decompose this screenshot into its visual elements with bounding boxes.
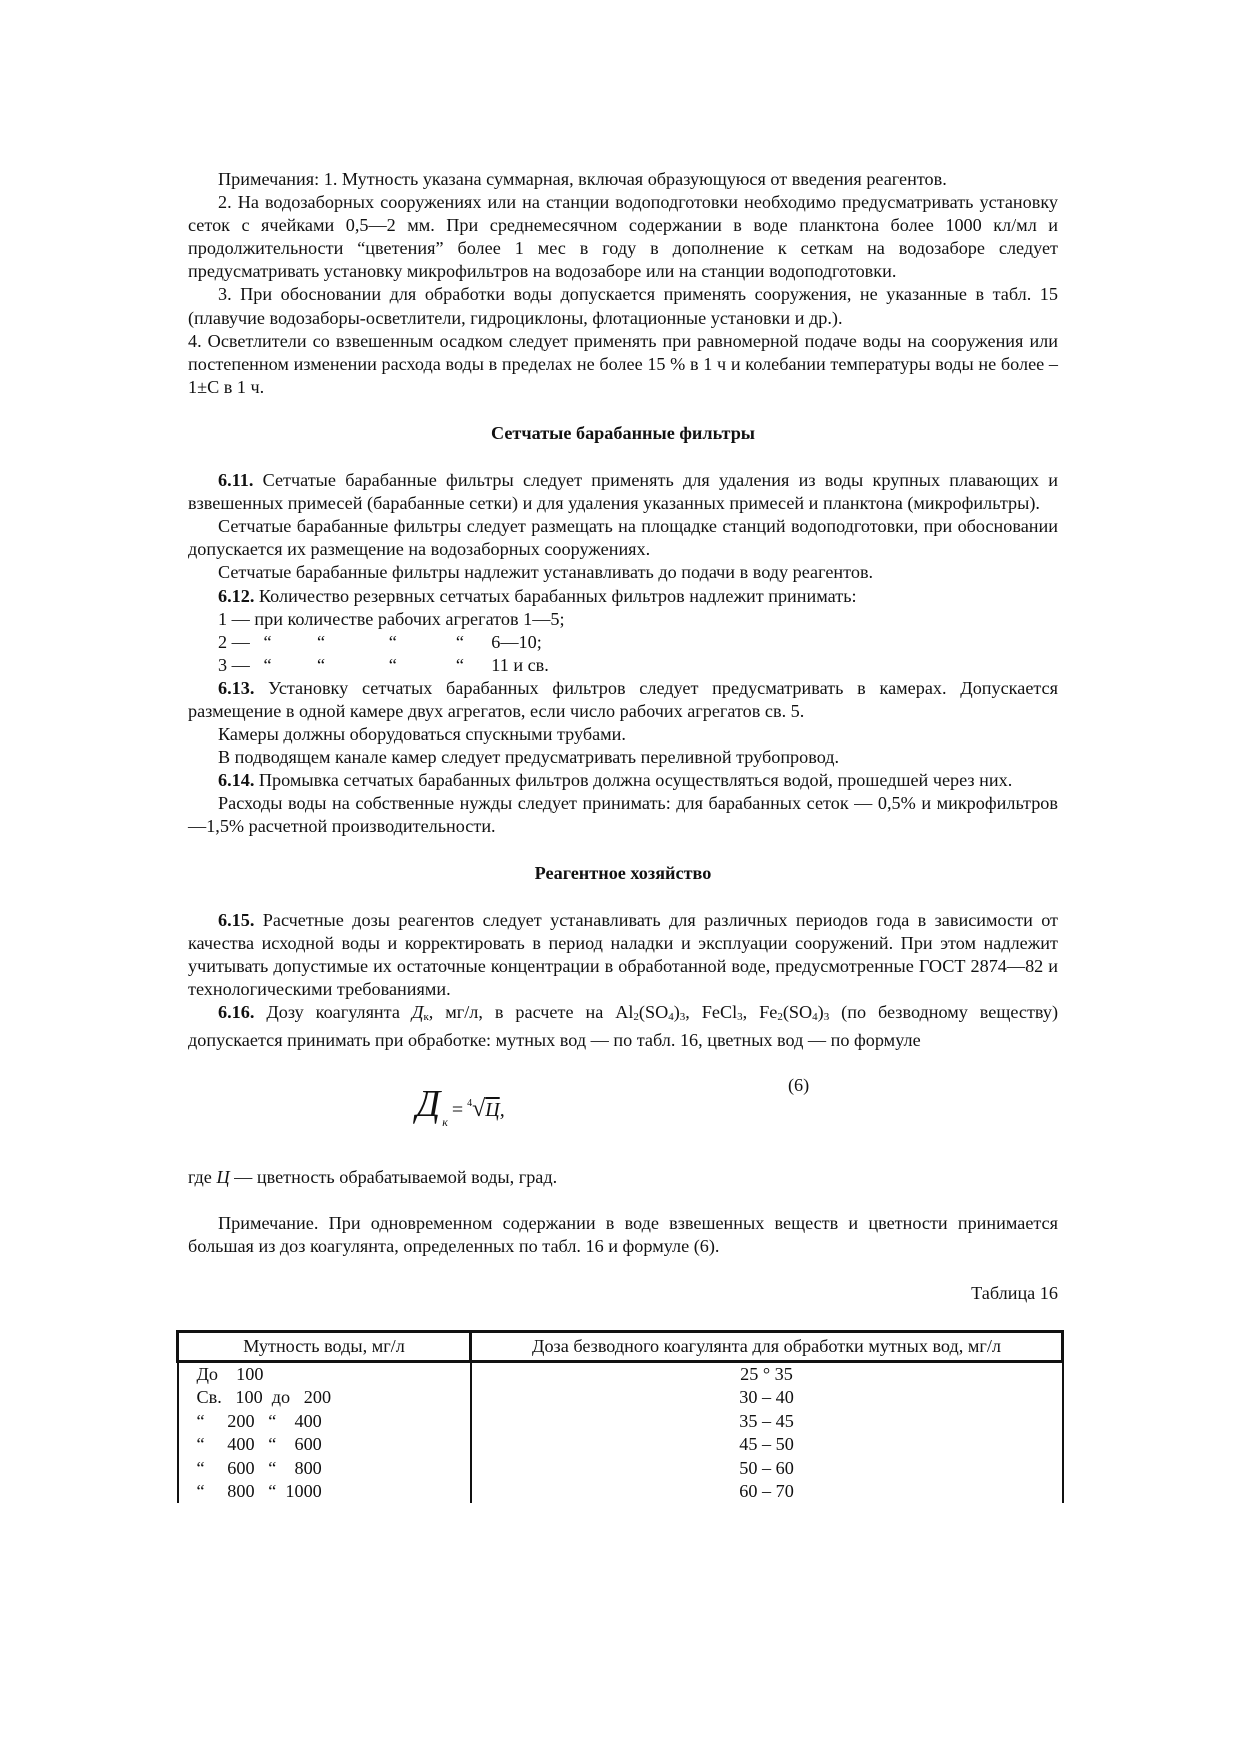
where-variable: Ц	[216, 1167, 230, 1188]
list-item: 2 — “ “ “ “ 6—10;	[218, 631, 542, 652]
document-page	[188, 168, 1058, 1503]
note-3: 3. При обосновании для обработки воды допускается применять сооружения, не указанные в табл. 15 (плавучие водозаборы-осветлители, гидроциклоны, флотационные установки и др.).	[188, 284, 1058, 328]
clause-text: Дозу коагулянта	[254, 1002, 412, 1022]
table-cell-turbidity: “ 400 “ 600	[178, 1433, 471, 1456]
dose-variable: Д	[411, 1002, 424, 1022]
paragraph-6-13-c: В подводящем канале камер следует предусматривать переливной трубопровод.	[218, 747, 840, 768]
column-header-dose: Доза безводного коагулянта для обработки мутных вод, мг/л	[471, 1331, 1063, 1361]
paragraph-6-16	[188, 1001, 1058, 1052]
where-text: где	[188, 1167, 217, 1188]
table-cell-dose: 25 ° 35	[471, 1361, 1063, 1386]
formula-text: )	[673, 1002, 680, 1022]
clause-text: Установку сетчатых барабанных фильтров следует предусматривать в камерах. Допускается размещение в одной камере двух агрегатов, если число рабочих агрегатов св. 5.	[188, 677, 1058, 721]
formula-tail: ,	[499, 1099, 505, 1122]
formula-number: (6)	[788, 1075, 810, 1096]
list-item: 1 — при количестве рабочих агрегатов 1—5;	[218, 608, 565, 629]
clause-number: 6.15.	[218, 909, 255, 930]
table-cell-dose: 35 ‒ 45	[471, 1410, 1063, 1433]
clause-number: 6.13.	[218, 677, 255, 698]
clause-number: 6.16.	[218, 1002, 255, 1022]
paragraph-6-11	[188, 469, 1058, 515]
note-4: 4. Осветлители со взвешенным осадком следует применять при равномерной подаче воды на сооружения или постепенном изменении расхода воды в пределах не более 15 % в 1 ч и колебании температуры воды не более ‒1±С в 1 ч.	[188, 330, 1058, 397]
formula-text: )	[817, 1002, 824, 1022]
paragraph-6-11-c: Сетчатые барабанные фильтры надлежит устанавливать до подачи в воду реагентов.	[218, 562, 874, 583]
formula-6	[188, 1074, 1058, 1166]
paragraph-6-13-b: Камеры должны оборудоваться спускными трубами.	[218, 724, 626, 745]
table-cell-dose: 45 ‒ 50	[471, 1433, 1063, 1456]
formula-text: , Fe	[742, 1002, 778, 1022]
clause-text: Расчетные дозы реагентов следует устанавливать для различных периодов года в зависимости от качества исходной воды и корректировать в период наладки и эксплуации сооружений. При этом надлежит учитывать допустимые их остаточные концентрации в обработанной воде, предусмотренные ГОСТ 2874—82 и технологическими требованиями.	[188, 909, 1058, 999]
table-caption: Таблица 16	[971, 1283, 1058, 1304]
clause-text: Сетчатые барабанные фильтры следует применять для удаления из воды крупных плавающих и взвешенных примесей (барабанные сетки) и для удаления указанных примесей и планктона (микрофильтры).	[188, 470, 1058, 514]
table-row	[178, 1386, 1063, 1409]
paragraph-6-11-b: Сетчатые барабанные фильтры следует размещать на площадке станций водоподготовки, при обосновании допускается их размещение на водозаборных сооружениях.	[188, 516, 1058, 560]
clause-number: 6.11.	[218, 470, 254, 491]
paragraph-6-13	[188, 677, 1058, 723]
formula-subscript: 2	[633, 1011, 639, 1023]
formula-subscript: 3	[737, 1011, 743, 1023]
formula-text: (SO	[782, 1002, 813, 1022]
list-item: 3 — “ “ “ “ 11 и св.	[218, 654, 549, 675]
clause-text: (по безводному веществу) допускается принимать при обработке: мутных вод — по табл. 16, цветных вод — по формуле	[188, 1002, 1059, 1051]
table-row	[178, 1480, 1063, 1503]
clause-text: , мг/л, в расчете на Al	[428, 1002, 634, 1022]
note-formula: Примечание. При одновременном содержании в воде взвешенных веществ и цветности принимается большая из доз коагулянта, определенных по табл. 16 и формуле (6).	[188, 1213, 1058, 1257]
clause-number: 6.12.	[218, 585, 255, 606]
formula-radicand: Ц	[485, 1099, 500, 1122]
section-title-drum-filters: Сетчатые барабанные фильтры	[490, 422, 756, 443]
table-row	[178, 1410, 1063, 1433]
section-title-reagents: Реагентное хозяйство	[534, 862, 712, 883]
formula-subscript: 2	[777, 1011, 783, 1023]
table-cell-dose: 30 ‒ 40	[471, 1386, 1063, 1409]
root-icon: √	[472, 1096, 486, 1123]
formula-lhs: Д	[416, 1083, 441, 1126]
formula-expression	[416, 1083, 505, 1134]
table-header-row	[178, 1331, 1063, 1361]
paragraph-6-12	[188, 585, 1058, 608]
table-cell-turbidity: “ 200 “ 400	[178, 1410, 471, 1433]
table-16	[176, 1330, 1064, 1504]
table-cell-turbidity: Св. 100 до 200	[178, 1386, 471, 1409]
formula-subscript: 4	[812, 1011, 818, 1023]
table-cell-dose: 50 ‒ 60	[471, 1457, 1063, 1480]
formula-root-index: 4	[467, 1098, 473, 1110]
paragraph-6-14-b: Расходы воды на собственные нужды следует принимать: для барабанных сеток — 0,5% и микрофильтров —1,5% расчетной производительности.	[188, 793, 1058, 837]
dose-variable-subscript: к	[423, 1011, 429, 1023]
table-cell-turbidity: “ 800 “ 1000	[178, 1480, 471, 1503]
table-row	[178, 1433, 1063, 1456]
clause-text: Промывка сетчатых барабанных фильтров должна осуществляться водой, прошедшей через них.	[254, 770, 1013, 791]
formula-text: , FeCl	[685, 1002, 738, 1022]
table-cell-turbidity: “ 600 “ 800	[178, 1457, 471, 1480]
formula-lhs-subscript: к	[442, 1115, 448, 1130]
note-2: 2. На водозаборных сооружениях или на станции водоподготовки необходимо предусматривать установку сеток с ячейками 0,5—2 мм. При среднемесячном содержании в воде планктона более 1000 кл/мл и продолжительности “цветения” более 1 мес в году в дополнение к сеткам на водозаборе следует предусматривать установку микрофильтров на водозаборе или на станции водоподготовки.	[188, 192, 1058, 282]
clause-text: Количество резервных сетчатых барабанных фильтров надлежит принимать:	[254, 585, 857, 606]
table-cell-dose: 60 ‒ 70	[471, 1480, 1063, 1503]
formula-subscript: 4	[668, 1011, 674, 1023]
note-1: Примечания: 1. Мутность указана суммарная, включая образующуюся от введения реагентов.	[218, 169, 947, 189]
clause-number: 6.14.	[218, 770, 255, 791]
column-header-turbidity: Мутность воды, мг/л	[178, 1331, 471, 1361]
paragraph-6-14	[188, 769, 1058, 792]
where-clause	[188, 1166, 1058, 1189]
formula-equals: =	[451, 1099, 464, 1122]
table-cell-turbidity: До 100	[178, 1361, 471, 1386]
table-row	[178, 1361, 1063, 1386]
formula-subscript: 3	[679, 1011, 686, 1023]
table-row	[178, 1457, 1063, 1480]
formula-subscript: 3	[823, 1011, 830, 1023]
formula-text: (SO	[638, 1002, 669, 1022]
where-text: — цветность обрабатываемой воды, град.	[229, 1167, 558, 1188]
paragraph-6-15	[188, 909, 1058, 1001]
